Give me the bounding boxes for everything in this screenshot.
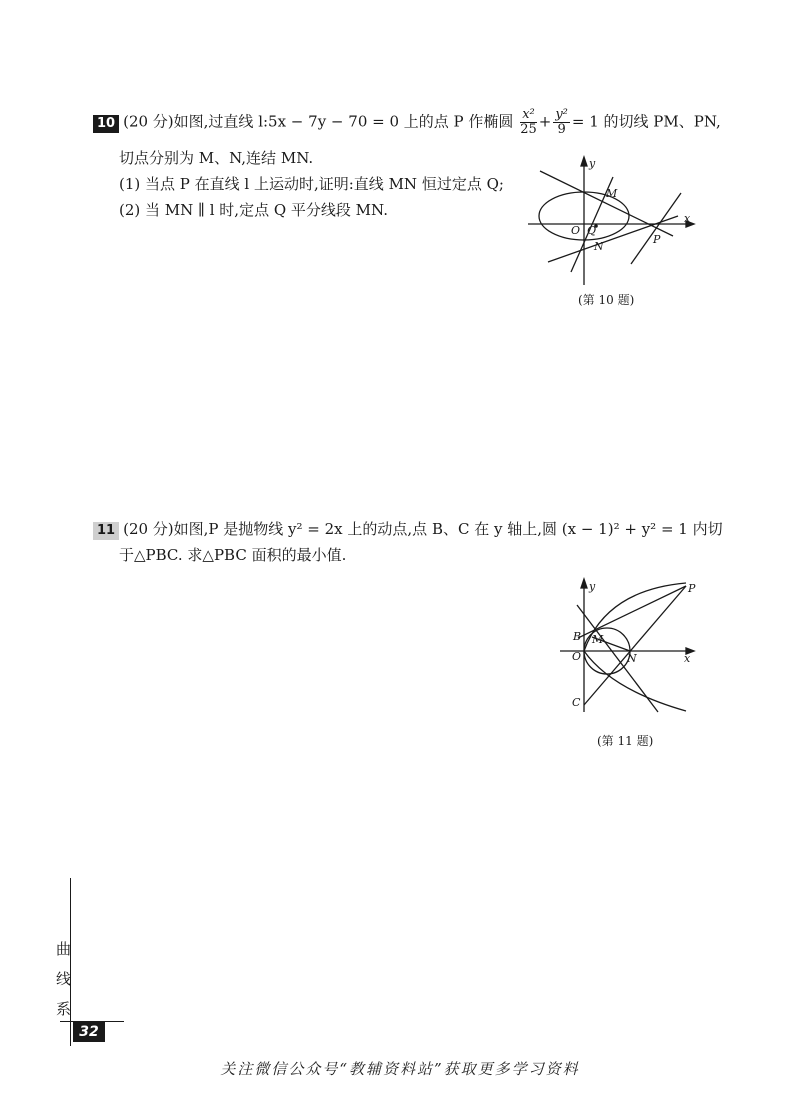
footer-notice: 关注微信公众号“教辅资料站”获取更多学习资料 bbox=[220, 1060, 580, 1078]
fig10-label-m: M bbox=[606, 187, 618, 200]
figure-10-caption: (第 10 题) bbox=[578, 293, 635, 307]
sidebar-char-3: 系 bbox=[56, 1000, 72, 1018]
problem-10-part-1: (1) 当点 P 在直线 l 上运动时,证明:直线 MN 恒过定点 Q; bbox=[119, 175, 504, 193]
fig11-label-x: x bbox=[684, 652, 691, 665]
fig11-parabola bbox=[584, 583, 686, 711]
ellipse-x-fraction: $\frac{\text{x²}}{25}$ bbox=[520, 107, 537, 137]
fig11-y-arrow bbox=[581, 579, 587, 588]
fig11-side-pb bbox=[578, 586, 686, 638]
problem-10-number: 10 bbox=[93, 115, 119, 133]
fig10-label-y: y bbox=[589, 157, 596, 170]
problem-10-line-2: 切点分别为 M、N,连结 MN. bbox=[119, 149, 314, 167]
page-number: 32 bbox=[73, 1022, 105, 1042]
fig11-label-o: O bbox=[572, 650, 582, 663]
fig11-label-y: y bbox=[589, 580, 596, 593]
fig10-label-q: Q bbox=[587, 224, 597, 237]
fig11-label-b: B bbox=[573, 630, 582, 643]
ellipse-y-fraction: $\frac{\text{y²}}{9}$ bbox=[555, 107, 568, 137]
fig11-label-m: M bbox=[592, 633, 604, 646]
problem-11-line-1: 11 (20 分)如图,P 是抛物线 y² = 2x 上的动点,点 B、C 在 y 轴上,圆 (x − 1)² + y² = 1 内切 bbox=[93, 516, 723, 542]
problem-11-line-2: 于△PBC. 求△PBC 面积的最小值. bbox=[119, 546, 347, 564]
sidebar-char-2: 线 bbox=[56, 970, 72, 988]
problem-10-part-2: (2) 当 MN ∥ l 时,定点 Q 平分线段 MN. bbox=[119, 201, 388, 219]
fig10-label-n: N bbox=[594, 240, 604, 253]
problem-11-number: 11 bbox=[93, 522, 119, 540]
fig11-label-p: P bbox=[688, 582, 696, 595]
sidebar-char-1: 曲 bbox=[56, 940, 72, 958]
fig11-label-n: N bbox=[627, 652, 637, 665]
problem-10-line-1: 10 (20 分)如图,过直线 l:5x − 7y − 70 = 0 上的点 P 作椭圆 $\frac{\text{x²}}{25}$ + $\frac{\text{y²}}{9}$ = 1 的切线 PM、PN, bbox=[93, 108, 721, 137]
fig10-label-p: P bbox=[653, 233, 661, 246]
fig10-label-x: x bbox=[684, 212, 691, 225]
figure-11-caption: (第 11 题) bbox=[597, 734, 654, 748]
fig10-label-o: O bbox=[571, 224, 581, 237]
fig11-label-c: C bbox=[572, 696, 581, 709]
